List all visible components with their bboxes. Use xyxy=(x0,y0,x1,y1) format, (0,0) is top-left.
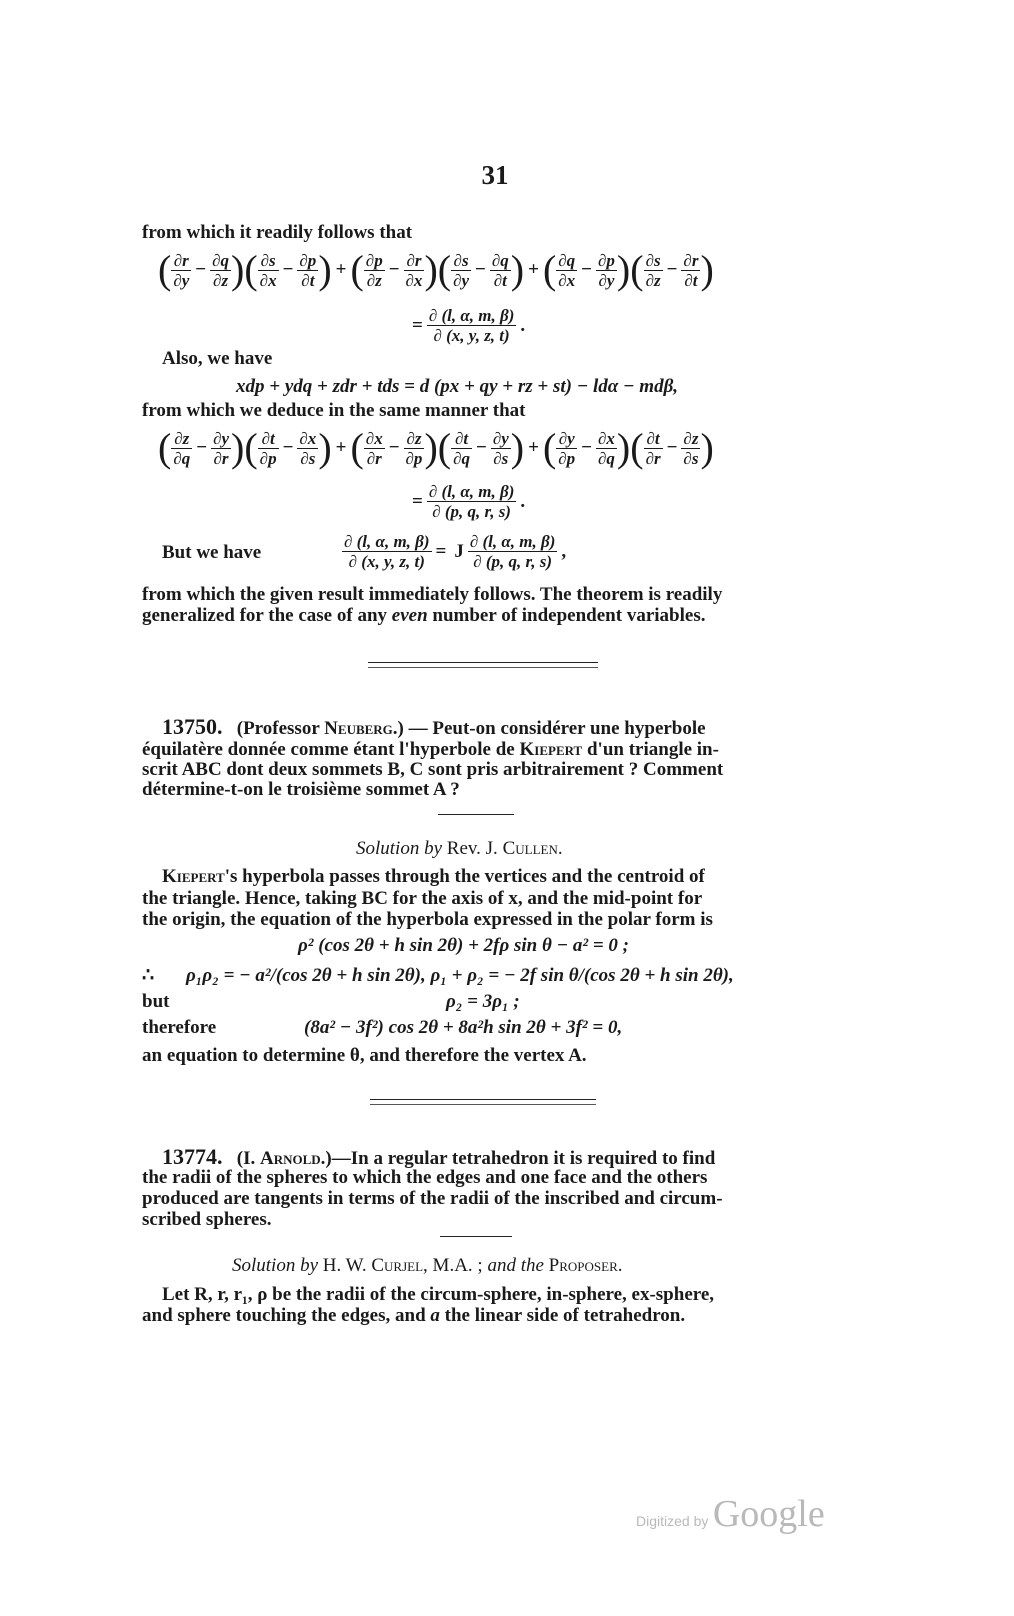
solution-13750-equation-a: ρ² (cos 2θ + h sin 2θ) + 2fρ sin θ − a² = 0 ; xyxy=(298,935,629,956)
eq3-term3-frac-b: $\frac{\partial x}{\partial q}$ xyxy=(598,428,615,468)
eq4-right-denominator: ∂ (p, q, r, s) xyxy=(468,551,558,571)
solution-13750-heading: Solution by Rev. J. Cullen. xyxy=(356,838,563,859)
solution-13750-equation-d: (8a² − 3f²) cos 2θ + 8a²h sin 2θ + 3f² = 0, xyxy=(304,1017,623,1038)
section-separator-1 xyxy=(368,662,598,663)
eq1-term3-frac-a: $\frac{\partial q}{\partial x}$ xyxy=(558,250,576,290)
eq1-term2-frac-a: $\frac{\partial p}{\partial z}$ xyxy=(365,250,383,290)
section-separator-1b xyxy=(368,667,598,668)
solution-13750-equation-b: ρ₁ρ₂ = − a²/(cos 2θ + h sin 2θ), ρ₁ + ρ₂ = − 2f sin θ/(cos 2θ + h sin 2θ), xyxy=(186,965,734,986)
solution-13750-final-line: an equation to determine θ, and therefore the vertex A. xyxy=(142,1045,587,1066)
page-number: 31 xyxy=(481,160,509,190)
equation-3-lhs: ( $\frac{\partial z}{\partial q}$ − $\frac{\partial y}{\partial r}$ ) ( $\frac{\partial t}{\partial p}$ − $\frac{\partial x}{\partial s}$ ) + ( $\frac{\partial x}{\partial r}$ − $\frac{\partial z}{\partial p}$ ) ( $\frac{\partial t}{\partial q}$ − $\frac{\partial y}{\partial s}$ ) + ( $\frac{\partial y}{\partial p}$ − $\frac{\partial x}{\partial q}$ ) ( $\frac{\partial t}{\partial r}$ − $\frac{\partial z}{\partial s}$ ) xyxy=(158,425,714,470)
solution-13750-line-1: Kiepert's hyperbola passes through the vertices and the centroid of xyxy=(162,866,705,887)
eq1-term2-frac-c: $\frac{\partial s}{\partial y}$ xyxy=(453,250,470,290)
jacobian-symbol: J xyxy=(454,540,464,562)
solution-13774-heading: Solution by H. W. Curjel, M.A. ; and the Proposer. xyxy=(232,1255,623,1276)
deduce-text: from which we deduce in the same manner that xyxy=(142,400,526,421)
problem-13750-line-1: 13750. (Professor Neuberg.) — Peut-on considérer une hyperbole xyxy=(162,714,706,739)
problem-13750-line-4: détermine-t-on le troisième sommet A ? xyxy=(142,779,460,800)
eq3-term2-frac-c: $\frac{\partial t}{\partial q}$ xyxy=(453,428,470,468)
equation-2: xdp + ydq + zdr + tds = d (px + qy + rz + st) − ldα − mdβ, xyxy=(236,376,679,397)
eq1-term3-frac-c: $\frac{\partial s}{\partial z}$ xyxy=(645,250,661,290)
eq1-term1-frac-c: $\frac{\partial s}{\partial x}$ xyxy=(259,250,277,290)
problem-13774-line-2: the radii of the spheres to which the edges and one face and the others xyxy=(142,1167,708,1188)
eq4-left-denominator: ∂ (x, y, z, t) xyxy=(342,551,432,571)
therefore-symbol: ∴ xyxy=(142,965,155,986)
eq1-term2-frac-d: $\frac{\partial q}{\partial t}$ xyxy=(491,250,509,290)
therefore-word: therefore xyxy=(142,1017,217,1038)
eq4-left-numerator: ∂ (l, α, m, β) xyxy=(344,532,430,551)
eq3-term2-frac-d: $\frac{\partial y}{\partial s}$ xyxy=(492,428,509,468)
eq3-rhs-numerator: ∂ (l, α, m, β) xyxy=(428,482,515,501)
eq1-term1-frac-a: $\frac{\partial r}{\partial y}$ xyxy=(173,250,190,290)
but-we-have-text: But we have xyxy=(162,542,262,563)
eq1-term3-frac-b: $\frac{\partial p}{\partial y}$ xyxy=(598,250,615,290)
problem-13750-number: 13750. xyxy=(162,714,223,739)
eq3-term1-frac-b: $\frac{\partial y}{\partial r}$ xyxy=(213,428,230,468)
problem-13774-number: 13774. xyxy=(162,1144,223,1169)
eq1-rhs-numerator: ∂ (l, α, m, β) xyxy=(428,306,515,325)
eq3-term2-frac-a: $\frac{\partial x}{\partial r}$ xyxy=(365,428,383,468)
conclusion-line-1: from which the given result immediately follows. The theorem is readily xyxy=(142,584,723,605)
problem-13774-line-1: 13774. (I. Arnold.)—In a regular tetrahedron it is required to find xyxy=(162,1144,716,1169)
digitized-by-google-watermark xyxy=(636,1492,825,1536)
conclusion-line-2: generalized for the case of any even number of independent variables. xyxy=(142,605,706,626)
problem-13774-line-3: produced are tangents in terms of the radii of the inscribed and circum- xyxy=(142,1188,723,1209)
eq1-term3-frac-d: $\frac{\partial r}{\partial t}$ xyxy=(683,250,699,290)
equation-3-rhs: = $\frac{\partial (l, \alpha, m, \beta)}{\partial (p, q, r, s)}$ . xyxy=(412,482,526,521)
eq1-term1-frac-b: $\frac{\partial q}{\partial z}$ xyxy=(212,250,230,290)
eq1-term2-frac-b: $\frac{\partial r}{\partial x}$ xyxy=(405,250,423,290)
eq3-term1-frac-c: $\frac{\partial t}{\partial p}$ xyxy=(259,428,277,468)
also-text: Also, we have xyxy=(162,348,273,369)
eq1-rhs-denominator: ∂ (x, y, z, t) xyxy=(427,325,517,345)
section-separator-2 xyxy=(370,1099,596,1100)
watermark-prefix: Digitized by xyxy=(636,1513,709,1529)
problem-13774-line-4: scribed spheres. xyxy=(142,1209,272,1230)
problem-13750-line-2: équilatère donnée comme étant l'hyperbole de Kiepert d'un triangle in- xyxy=(142,739,719,760)
eq4-right-numerator: ∂ (l, α, m, β) xyxy=(469,532,556,551)
solution-13750-line-3: the origin, the equation of the hyperbola expressed in the polar form is xyxy=(142,909,713,930)
short-rule-2 xyxy=(440,1236,512,1237)
eq1-term1-frac-d: $\frac{\partial p}{\partial t}$ xyxy=(299,250,317,290)
solution-13750-line-2: the triangle. Hence, taking BC for the axis of x, and the mid-point for xyxy=(142,888,703,909)
eq3-term3-frac-a: $\frac{\partial y}{\partial p}$ xyxy=(558,428,576,468)
but-word: but xyxy=(142,991,170,1012)
eq3-term1-frac-a: $\frac{\partial z}{\partial q}$ xyxy=(173,428,191,468)
eq3-term1-frac-d: $\frac{\partial x}{\partial s}$ xyxy=(299,428,317,468)
equation-1-rhs: = $\frac{\partial (l, \alpha, m, \beta)}{\partial (x, y, z, t)}$ . xyxy=(412,306,526,345)
equation-4: $\frac{\partial (l, \alpha, m, \beta)}{\partial (x, y, z, t)}$ = J $\frac{\partial (l, \alpha, m, \beta)}{\partial (p, q, r, s)}$ , xyxy=(344,532,567,571)
equation-1-lhs: ( $\frac{\partial r}{\partial y}$ − $\frac{\partial q}{\partial z}$ ) ( $\frac{\partial s}{\partial x}$ − $\frac{\partial p}{\partial t}$ ) + ( $\frac{\partial p}{\partial z}$ − $\frac{\partial r}{\partial x}$ ) ( $\frac{\partial s}{\partial y}$ − $\frac{\partial q}{\partial t}$ ) + ( $\frac{\partial q}{\partial x}$ − $\frac{\partial p}{\partial y}$ ) ( $\frac{\partial s}{\partial z}$ − $\frac{\partial r}{\partial t}$ ) xyxy=(158,247,714,292)
solution-13750-equation-c: ρ₂ = 3ρ₁ ; xyxy=(446,991,520,1012)
eq3-rhs-denominator: ∂ (p, q, r, s) xyxy=(427,501,517,521)
eq3-term3-frac-d: $\frac{\partial z}{\partial s}$ xyxy=(683,428,699,468)
problem-13750-line-3: scrit ABC dont deux sommets B, C sont pris arbitrairement ? Comment xyxy=(142,759,724,780)
watermark-brand: Google xyxy=(712,1493,825,1535)
short-rule-1 xyxy=(438,814,514,815)
eq3-term2-frac-b: $\frac{\partial z}{\partial p}$ xyxy=(405,428,423,468)
solution-13774-line-1: Let R, r, r₁, ρ be the radii of the circum-sphere, in-sphere, ex-sphere, xyxy=(162,1284,715,1305)
intro-text: from which it readily follows that xyxy=(142,222,413,243)
section-separator-2b xyxy=(370,1104,596,1105)
solution-13774-line-2: and sphere touching the edges, and a the linear side of tetrahedron. xyxy=(142,1305,686,1326)
eq3-term3-frac-c: $\frac{\partial t}{\partial r}$ xyxy=(645,428,661,468)
